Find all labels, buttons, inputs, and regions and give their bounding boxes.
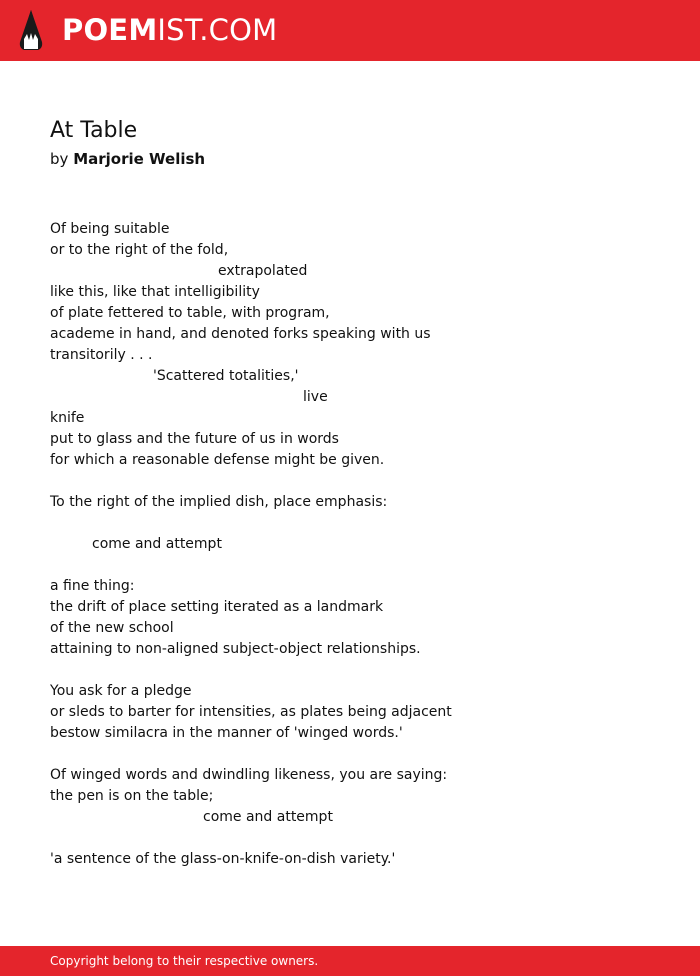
- poem-byline: [50, 149, 205, 169]
- poem-line: live: [303, 389, 328, 405]
- poem-line: or to the right of the fold,: [50, 242, 229, 258]
- site-brand-link[interactable]: [62, 13, 277, 47]
- site-footer: [0, 946, 700, 976]
- poem-line: or sleds to barter for intensities, as plates being adjacent: [50, 704, 452, 720]
- poem-line: You ask for a pledge: [50, 683, 192, 699]
- poem-line: 'a sentence of the glass-on-knife-on-dish variety.': [50, 851, 396, 867]
- poem-line: of the new school: [50, 620, 174, 636]
- poem-line: academe in hand, and denoted forks speaking with us: [50, 326, 431, 342]
- poem-line: of plate fettered to table, with program,: [50, 305, 330, 321]
- poem-line: a fine thing:: [50, 578, 135, 594]
- copyright-notice: Copyright belong to their respective owners.: [50, 954, 319, 968]
- poem-line: 'Scattered totalities,': [153, 368, 299, 384]
- poem-line: extrapolated: [218, 263, 308, 279]
- stanza-break: [50, 555, 670, 576]
- poem-title: At Table: [50, 118, 138, 143]
- poem-body: [50, 219, 670, 870]
- stanza-break: [50, 471, 670, 492]
- byline-prefix: by: [50, 150, 69, 168]
- poem-line: for which a reasonable defense might be given.: [50, 452, 385, 468]
- poem-line: Of winged words and dwindling likeness, you are saying:: [50, 767, 448, 783]
- poem-line: like this, like that intelligibility: [50, 284, 260, 300]
- stanza-break: [50, 828, 670, 849]
- poem-line: the pen is on the table;: [50, 788, 214, 804]
- stanza-break: [50, 513, 670, 534]
- poem-line: transitorily . . .: [50, 347, 153, 363]
- brand-light-text: IST.COM: [157, 13, 278, 47]
- poem-line: attaining to non-aligned subject-object relationships.: [50, 641, 421, 657]
- stanza-break: [50, 660, 670, 681]
- brand-bold-text: POEM: [62, 13, 158, 47]
- poem-line: come and attempt: [203, 809, 333, 825]
- poem-line: come and attempt: [92, 536, 222, 552]
- poem-line: the drift of place setting iterated as a landmark: [50, 599, 384, 615]
- site-header: [0, 0, 700, 61]
- pencil-tip-icon[interactable]: [18, 9, 44, 53]
- poem-line: Of being suitable: [50, 221, 170, 237]
- author-name: Marjorie Welish: [73, 150, 206, 168]
- poem-line: put to glass and the future of us in words: [50, 431, 339, 447]
- poem-line: To the right of the implied dish, place emphasis:: [50, 494, 388, 510]
- stanza-break: [50, 744, 670, 765]
- poem-line: knife: [50, 410, 85, 426]
- poem-line: bestow similacra in the manner of 'winged words.': [50, 725, 403, 741]
